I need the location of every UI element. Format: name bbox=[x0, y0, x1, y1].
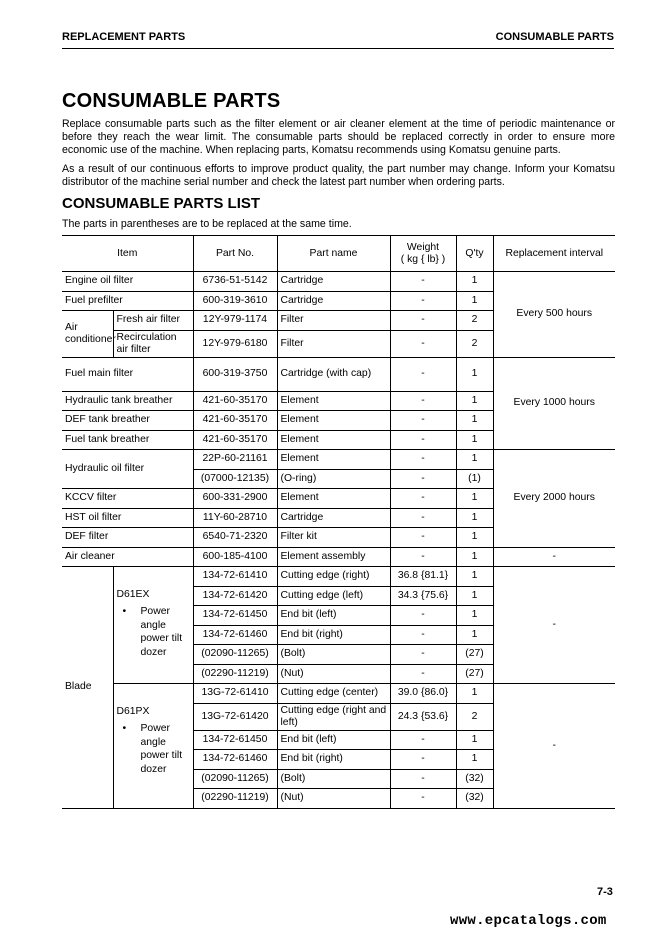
item-cell: Engine oil filter bbox=[62, 272, 193, 292]
qty-cell: (27) bbox=[456, 645, 493, 665]
qty-cell: 1 bbox=[456, 547, 493, 567]
weight-cell: - bbox=[390, 789, 456, 809]
table-row bbox=[62, 684, 615, 704]
qty-cell: 1 bbox=[456, 730, 493, 750]
qty-cell: 1 bbox=[456, 489, 493, 509]
part-number-paragraph: As a result of our continuous efforts to improve product quality, the part number may change. Inform your Komatsu distributor of the machine serial number and check the latest part number when ordering parts. bbox=[62, 163, 615, 188]
part-name-cell: Element bbox=[277, 489, 390, 509]
sub-item-cell: Fresh air filter bbox=[113, 311, 193, 331]
weight-cell: - bbox=[390, 769, 456, 789]
part-name-cell: Cutting edge (center) bbox=[277, 684, 390, 704]
part-name-cell: End bit (left) bbox=[277, 606, 390, 626]
qty-cell: 1 bbox=[456, 528, 493, 548]
part-no-cell: (02290-11219) bbox=[193, 664, 277, 684]
part-name-cell: (O-ring) bbox=[277, 469, 390, 489]
watermark: www.epcatalogs.com bbox=[450, 913, 607, 929]
qty-cell: 1 bbox=[456, 430, 493, 450]
part-no-cell: (02090-11265) bbox=[193, 645, 277, 665]
qty-cell: 1 bbox=[456, 272, 493, 292]
table-row bbox=[62, 567, 615, 587]
part-no-cell: 11Y-60-28710 bbox=[193, 508, 277, 528]
interval-cell-1000: Every 1000 hours bbox=[493, 357, 615, 450]
qty-cell: (1) bbox=[456, 469, 493, 489]
part-no-cell: 12Y-979-1174 bbox=[193, 311, 277, 331]
model-desc-list bbox=[117, 605, 190, 659]
weight-cell: - bbox=[390, 606, 456, 626]
model-desc: • Power angle power tilt dozer bbox=[122, 723, 183, 775]
intro-paragraph: Replace consumable parts such as the filter element or air cleaner element at the time of periodic maintenance or before they reach the wear limit. The consumable parts should be replaced correctly in order to ensure more economic use of the machine. When replacing parts, Komatsu recommends using Komatsu genuine parts. bbox=[62, 118, 615, 156]
item-cell-blade: Blade bbox=[62, 567, 113, 809]
weight-cell: 36.8 {81.1} bbox=[390, 567, 456, 587]
part-name-cell: Element assembly bbox=[277, 547, 390, 567]
part-no-cell: 13G-72-61420 bbox=[193, 703, 277, 730]
qty-cell: 1 bbox=[456, 508, 493, 528]
part-name-cell: Cartridge bbox=[277, 272, 390, 292]
consumable-parts-table bbox=[62, 235, 615, 809]
part-name-cell: Cartridge (with cap) bbox=[277, 357, 390, 391]
qty-cell: 1 bbox=[456, 750, 493, 770]
part-name-cell: Filter bbox=[277, 330, 390, 357]
weight-cell: - bbox=[390, 489, 456, 509]
interval-cell-500: Every 500 hours bbox=[493, 272, 615, 358]
part-no-cell: (02290-11219) bbox=[193, 789, 277, 809]
part-no-cell: (07000-12135) bbox=[193, 469, 277, 489]
qty-cell: 1 bbox=[456, 357, 493, 391]
page-number: 7-3 bbox=[597, 886, 613, 898]
weight-cell: - bbox=[390, 450, 456, 470]
header-right: CONSUMABLE PARTS bbox=[495, 31, 614, 43]
part-no-cell: 13G-72-61410 bbox=[193, 684, 277, 704]
interval-cell: - bbox=[493, 684, 615, 809]
part-no-cell: 134-72-61460 bbox=[193, 750, 277, 770]
part-no-cell: 421-60-35170 bbox=[193, 391, 277, 411]
weight-cell: - bbox=[390, 411, 456, 431]
weight-cell: - bbox=[390, 469, 456, 489]
bullet-icon: • bbox=[122, 606, 127, 617]
parentheses-note: The parts in parentheses are to be replaced at the same time. bbox=[62, 218, 352, 230]
qty-cell: (32) bbox=[456, 769, 493, 789]
item-cell: Air cleaner bbox=[62, 547, 193, 567]
part-no-cell: 600-185-4100 bbox=[193, 547, 277, 567]
part-name-cell: (Bolt) bbox=[277, 645, 390, 665]
part-name-cell: Element bbox=[277, 450, 390, 470]
item-cell: DEF tank breather bbox=[62, 411, 193, 431]
part-no-cell: 6736-51-5142 bbox=[193, 272, 277, 292]
part-no-cell: 600-319-3750 bbox=[193, 357, 277, 391]
interval-cell-2000: Every 2000 hours bbox=[493, 450, 615, 548]
blade-model-d61px bbox=[113, 684, 193, 809]
weight-cell: - bbox=[390, 730, 456, 750]
page-title: CONSUMABLE PARTS bbox=[62, 90, 281, 112]
part-no-cell: 134-72-61450 bbox=[193, 730, 277, 750]
item-cell: DEF filter bbox=[62, 528, 193, 548]
weight-cell: - bbox=[390, 664, 456, 684]
bullet-icon: • bbox=[122, 723, 127, 734]
sub-item-cell: Recirculation air filter bbox=[113, 330, 193, 357]
item-cell: Fuel prefilter bbox=[62, 291, 193, 311]
item-cell: Fuel tank breather bbox=[62, 430, 193, 450]
part-name-cell: Element bbox=[277, 411, 390, 431]
part-name-cell: Filter kit bbox=[277, 528, 390, 548]
part-name-cell: Cutting edge (left) bbox=[277, 586, 390, 606]
col-header-qty: Q'ty bbox=[456, 236, 493, 272]
weight-cell: 24.3 {53.6} bbox=[390, 703, 456, 730]
part-no-cell: (02090-11265) bbox=[193, 769, 277, 789]
weight-cell: - bbox=[390, 625, 456, 645]
part-no-cell: 600-331-2900 bbox=[193, 489, 277, 509]
part-no-cell: 12Y-979-6180 bbox=[193, 330, 277, 357]
part-name-cell: (Nut) bbox=[277, 664, 390, 684]
blade-model-d61ex bbox=[113, 567, 193, 684]
model-name: D61PX bbox=[116, 706, 150, 717]
qty-cell: 1 bbox=[456, 291, 493, 311]
qty-cell: 1 bbox=[456, 606, 493, 626]
part-name-cell: (Bolt) bbox=[277, 769, 390, 789]
weight-header-line1: Weight bbox=[406, 241, 440, 253]
item-cell: Hydraulic oil filter bbox=[62, 450, 193, 489]
weight-cell: - bbox=[390, 291, 456, 311]
weight-cell: - bbox=[390, 528, 456, 548]
item-cell: HST oil filter bbox=[62, 508, 193, 528]
table-row bbox=[62, 357, 615, 391]
qty-cell: 1 bbox=[456, 684, 493, 704]
qty-cell: 2 bbox=[456, 330, 493, 357]
item-cell-air-conditioner: Air conditioner bbox=[62, 311, 113, 358]
part-name-cell: Cutting edge (right and left) bbox=[277, 703, 390, 730]
col-header-part-name: Part name bbox=[277, 236, 390, 272]
model-desc-list bbox=[117, 722, 190, 776]
interval-cell: - bbox=[493, 567, 615, 684]
weight-cell: 39.0 {86.0} bbox=[390, 684, 456, 704]
qty-cell: (32) bbox=[456, 789, 493, 809]
part-name-cell: Cutting edge (right) bbox=[277, 567, 390, 587]
part-name-cell: End bit (right) bbox=[277, 750, 390, 770]
part-name-cell: (Nut) bbox=[277, 789, 390, 809]
qty-cell: 2 bbox=[456, 703, 493, 730]
part-no-cell: 421-60-35170 bbox=[193, 411, 277, 431]
part-name-cell: Cartridge bbox=[277, 508, 390, 528]
qty-cell: (27) bbox=[456, 664, 493, 684]
qty-cell: 1 bbox=[456, 625, 493, 645]
part-no-cell: 421-60-35170 bbox=[193, 430, 277, 450]
part-name-cell: Filter bbox=[277, 311, 390, 331]
weight-cell: - bbox=[390, 311, 456, 331]
model-name: D61EX bbox=[116, 589, 150, 600]
qty-cell: 1 bbox=[456, 450, 493, 470]
part-name-cell: Cartridge bbox=[277, 291, 390, 311]
part-no-cell: 134-72-61460 bbox=[193, 625, 277, 645]
weight-cell: - bbox=[390, 750, 456, 770]
qty-cell: 2 bbox=[456, 311, 493, 331]
part-no-cell: 134-72-61410 bbox=[193, 567, 277, 587]
col-header-weight bbox=[390, 236, 456, 272]
part-no-cell: 600-319-3610 bbox=[193, 291, 277, 311]
col-header-interval: Replacement interval bbox=[493, 236, 615, 272]
weight-header-line2: ( kg { lb} ) bbox=[400, 253, 446, 265]
part-no-cell: 22P-60-21161 bbox=[193, 450, 277, 470]
col-header-item: Item bbox=[62, 236, 193, 272]
part-no-cell: 6540-71-2320 bbox=[193, 528, 277, 548]
interval-cell: - bbox=[493, 547, 615, 567]
part-name-cell: Element bbox=[277, 391, 390, 411]
qty-cell: 1 bbox=[456, 391, 493, 411]
part-no-cell: 134-72-61420 bbox=[193, 586, 277, 606]
model-desc: • Power angle power tilt dozer bbox=[122, 606, 183, 658]
table-header-row bbox=[62, 236, 615, 272]
qty-cell: 1 bbox=[456, 586, 493, 606]
table-row bbox=[62, 547, 615, 567]
weight-cell: - bbox=[390, 272, 456, 292]
weight-cell: - bbox=[390, 357, 456, 391]
weight-cell: - bbox=[390, 508, 456, 528]
item-cell: KCCV filter bbox=[62, 489, 193, 509]
weight-cell: - bbox=[390, 430, 456, 450]
item-cell: Hydraulic tank breather bbox=[62, 391, 193, 411]
list-title: CONSUMABLE PARTS LIST bbox=[62, 195, 261, 212]
table-row bbox=[62, 272, 615, 292]
col-header-part-no: Part No. bbox=[193, 236, 277, 272]
qty-cell: 1 bbox=[456, 411, 493, 431]
item-cell: Fuel main filter bbox=[62, 357, 193, 391]
table-row bbox=[62, 450, 615, 470]
part-name-cell: End bit (right) bbox=[277, 625, 390, 645]
qty-cell: 1 bbox=[456, 567, 493, 587]
weight-cell: 34.3 {75.6} bbox=[390, 586, 456, 606]
weight-cell: - bbox=[390, 330, 456, 357]
part-no-cell: 134-72-61450 bbox=[193, 606, 277, 626]
weight-cell: - bbox=[390, 547, 456, 567]
header-left: REPLACEMENT PARTS bbox=[62, 31, 186, 43]
weight-cell: - bbox=[390, 391, 456, 411]
part-name-cell: Element bbox=[277, 430, 390, 450]
part-name-cell: End bit (left) bbox=[277, 730, 390, 750]
weight-cell: - bbox=[390, 645, 456, 665]
running-header bbox=[62, 30, 614, 49]
